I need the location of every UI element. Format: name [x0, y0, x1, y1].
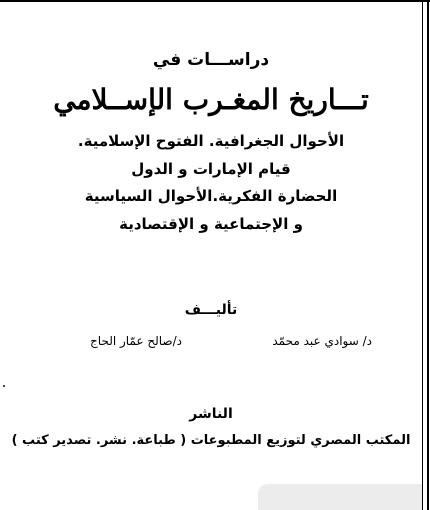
authorship-label: تأليـــف	[184, 302, 238, 318]
book-title: تـــاريخ المغـرب الإســلامي	[53, 83, 369, 116]
series-title: دراســـات في	[152, 50, 270, 70]
topic-line: الحضارة الفكرية.الأحوال السياسية	[84, 187, 338, 205]
page-right-inner-border	[422, 0, 423, 510]
topic-line: الأحوال الجغرافية. الفتوح الإسلامية.	[77, 132, 345, 150]
page-top-border	[0, 0, 430, 2]
page-right-border	[427, 0, 429, 510]
author-name: د/صالح عمّار الحاج	[90, 334, 182, 348]
topic-line: قيام الإمارات و الدول	[131, 160, 291, 178]
author-name: د/ سوادي عبد محمّد	[272, 334, 372, 348]
bottom-shadow-band	[258, 484, 422, 510]
topic-line: و الإجتماعية و الإقتصادية	[119, 215, 303, 233]
publisher-name: المكتب المصري لتوزيع المطبوعات ( طباعة. نشر. تصدير كتب )	[11, 433, 411, 448]
scan-mark	[3, 385, 5, 387]
publisher-label: الناشر	[189, 406, 233, 422]
